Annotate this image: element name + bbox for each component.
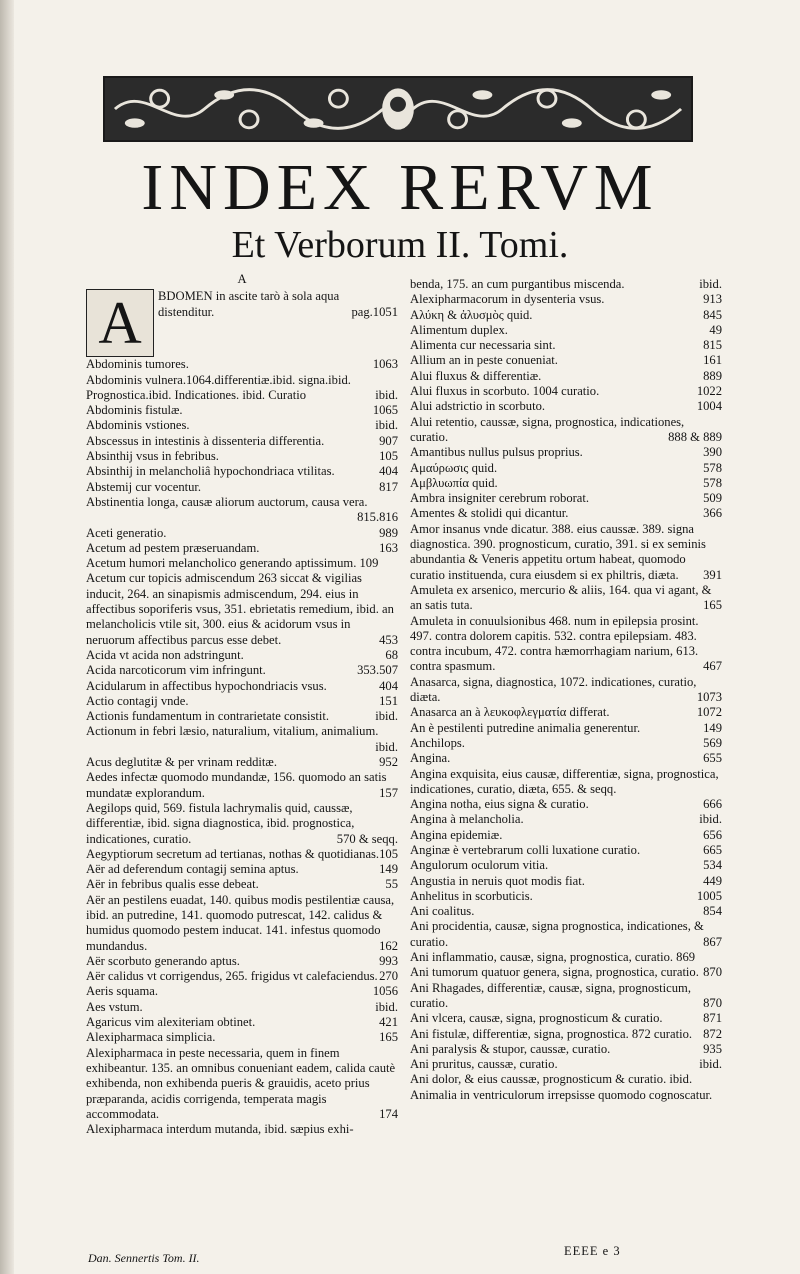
index-entry	[86, 1030, 398, 1045]
entry-text: Anasarca, signa, diagnostica, 1072. indicationes, curatio, diæta.	[410, 674, 697, 705]
entry-text: BDOMEN in ascite tarò à sola aqua distenditur.	[158, 289, 340, 319]
index-entry	[410, 353, 722, 368]
index-entry	[410, 981, 722, 1012]
dropcap: A	[86, 289, 154, 357]
entry-text: Ani vlcera, causæ, signa, prognosticum & curatio.	[410, 1011, 663, 1026]
entry-page-ref: 1073	[696, 690, 722, 705]
entry-page-ref: 467	[703, 659, 722, 674]
index-entry	[86, 679, 398, 694]
entry-text: Abstemij cur vocentur.	[86, 479, 202, 494]
entry-page-ref: 149	[703, 720, 722, 735]
entry-text: Aër scorbuto generando aptus.	[86, 953, 240, 968]
entry-text: Amuleta ex arsenico, mercurio & aliis, 164. qua vi agant, & an satis tuta.	[410, 582, 712, 613]
index-entry	[410, 1072, 722, 1087]
entry-page-ref: 1005	[696, 888, 722, 903]
entry-page-ref: 656	[703, 827, 722, 842]
entry-page-ref: 105	[379, 846, 398, 861]
index-entry	[86, 449, 398, 464]
index-entry	[86, 464, 398, 479]
page-title: INDEX RERVM	[141, 151, 659, 224]
entry-text: Acida vt acida non adstringunt.	[86, 647, 244, 662]
foliage-ornament-icon	[105, 78, 691, 140]
index-entry	[410, 904, 722, 919]
entry-page-ref: ibid.	[375, 999, 398, 1014]
index-entry	[86, 357, 398, 372]
entry-text: Ani pruritus, caussæ, curatio.	[410, 1057, 558, 1072]
entry-text: benda, 175. an cum purgantibus miscenda.	[410, 277, 625, 291]
entry-page-ref: 161	[703, 353, 722, 368]
entry-text: Ani inflammatio, causæ, signa, prognostica, curatio. 869	[410, 950, 696, 965]
entry-text: Allium an in peste conueniat.	[410, 353, 558, 368]
entry-page-ref: 404	[379, 464, 398, 479]
entry-page-ref: 870	[703, 965, 722, 980]
entry-text: Aceti generatio.	[86, 525, 167, 540]
index-entry	[410, 965, 722, 980]
entry-text: Aeris squama.	[86, 984, 159, 999]
index-entry	[410, 415, 722, 446]
index-entry	[86, 495, 398, 526]
entry-text: Angina exquisita, eius causæ, differentiæ, signa, prognostica, indicationes, curatio, diæta, 655. & seqq.	[410, 766, 719, 796]
index-entry	[86, 801, 398, 847]
entry-text: Ani procidentia, causæ, signa prognostica, indicationes, & curatio.	[410, 919, 704, 949]
entry-page-ref: 353.507	[357, 663, 398, 678]
entry-text: Amentes & stolidi qui dicantur.	[410, 506, 569, 521]
entry-text: Aër ad deferendum contagij semina aptus.	[86, 862, 299, 877]
entry-page-ref: 1022	[696, 384, 722, 399]
entry-text: Aedes infectæ quomodo mundandæ, 156. quomodo an satis mundatæ explorandum.	[86, 770, 387, 800]
entry-page-ref: 817	[379, 479, 398, 494]
index-entry	[410, 445, 722, 460]
entry-page-ref: 366	[703, 506, 722, 521]
entry-page-ref: 449	[703, 873, 722, 888]
index-entry	[410, 950, 722, 965]
index-entry	[86, 571, 398, 647]
entry-text: Angulorum oculorum vitia.	[410, 858, 549, 873]
index-entry	[410, 858, 722, 873]
entry-text: Aegilops quid, 569. fistula lachrymalis quid, caussæ, differentiæ, ibid. signa diagnostica, ibid. prognostica, indicationes, curatio.	[86, 800, 355, 846]
entry-page-ref: 162	[379, 938, 398, 953]
entry-page-ref: 665	[703, 842, 722, 857]
entry-text: Alimenta cur necessaria sint.	[410, 338, 556, 353]
entry-page-ref: 1004	[696, 399, 722, 414]
index-entry	[410, 614, 722, 675]
index-entry	[86, 847, 398, 862]
entry-text: Aër in febribus qualis esse debeat.	[86, 877, 259, 892]
index-entry	[86, 556, 398, 571]
entry-text: Ani coalitus.	[410, 904, 475, 919]
index-entry	[86, 724, 398, 755]
entry-page-ref: 854	[703, 904, 722, 919]
entry-page-ref: 151	[379, 693, 398, 708]
index-entry	[410, 323, 722, 338]
index-entry	[410, 1057, 722, 1072]
index-entry	[410, 522, 722, 583]
entry-page-ref: 952	[379, 755, 398, 770]
entry-text: Actionis fundamentum in contrarietate consistit.	[86, 709, 330, 724]
entry-page-ref: 578	[703, 475, 722, 490]
page-subtitle: Et Verborum II. Tomi.	[231, 224, 569, 266]
entry-page-ref: 391	[703, 567, 722, 582]
entry-page-ref: 913	[703, 292, 722, 307]
entry-text: Amuleta in conuulsionibus 468. num in epilepsia prosint. 497. contra dolorem capitis. 532. contra epilepsiam. 483. contra incubum, 472. contra hæmorrhagiam narium, 613. contra spasmum.	[410, 613, 699, 674]
index-entry	[86, 770, 398, 801]
entry-text: Acetum ad pestem præseruandam.	[86, 540, 260, 555]
index-entry	[410, 308, 722, 323]
entry-page-ref: 989	[379, 525, 398, 540]
entry-text: Abdominis tumores.	[86, 357, 189, 372]
entry-text: Αμβλυωπία quid.	[410, 475, 498, 490]
entry-text: Animalia in ventriculorum irrepsisse quomodo cognoscatur.	[410, 1087, 713, 1102]
entry-text: Αμαύρωσις quid.	[410, 460, 498, 475]
entry-page-ref: 165	[379, 1030, 398, 1045]
entry-page-ref: 1056	[372, 984, 398, 999]
index-entry	[86, 755, 398, 770]
index-entry	[410, 812, 722, 827]
index-entry	[86, 541, 398, 556]
index-entry	[410, 292, 722, 307]
entry-page-ref: 935	[703, 1041, 722, 1056]
index-entry	[86, 403, 398, 418]
index-entry	[410, 384, 722, 399]
index-entry	[410, 797, 722, 812]
entry-text: Acetum cur topicis admiscendum 263 siccat & vigilias inducit, 264. an sinapismis admiscendum, 294. eius in affectibus soporiferis vsus, 351. ebrietatis remedium, ibid. an melancholicis vtile sit, 300. eius & acidorum vsus in neruorum affectibus parcus esse debet.	[86, 571, 394, 647]
index-entry	[86, 418, 398, 433]
entry-text: Abstinentia longa, causæ aliorum auctorum, causa vera.	[86, 494, 368, 509]
index-entry	[410, 675, 722, 706]
index-entry	[410, 828, 722, 843]
index-entry	[410, 736, 722, 751]
left-column	[86, 272, 398, 1137]
section-letter: A	[237, 272, 247, 286]
entry-page-ref: 1072	[696, 705, 722, 720]
index-entry	[410, 277, 722, 292]
entry-text: Abdominis vstiones.	[86, 418, 190, 433]
entry-text: Actionum in febri læsio, naturalium, vitalium, animalium.	[86, 724, 379, 739]
index-entry	[410, 506, 722, 521]
right-entry-list	[410, 277, 722, 1103]
entry-page-ref: ibid.	[699, 277, 722, 291]
entry-page-ref: ibid.	[375, 418, 398, 433]
index-entry	[410, 1042, 722, 1057]
entry-page-ref: 888 & 889	[668, 429, 722, 444]
entry-page-ref: 872	[703, 1026, 722, 1041]
index-entry	[410, 1027, 722, 1042]
entry-text: Alui fluxus & differentiæ.	[410, 368, 542, 383]
index-entry	[410, 461, 722, 476]
entry-text: Abscessus in intestinis à dissenteria differentia.	[86, 433, 325, 448]
index-entry	[410, 1011, 722, 1026]
index-entry	[86, 434, 398, 449]
entry-page-ref: ibid.	[699, 812, 722, 827]
entry-page-ref: 1063	[372, 357, 398, 372]
entry-text: An è pestilenti putredine animalia generentur.	[410, 720, 641, 735]
entry-page-ref: 453	[379, 632, 398, 647]
entry-text: Amantibus nullus pulsus proprius.	[410, 445, 583, 460]
index-entry	[86, 984, 398, 999]
entry-page-ref: 1065	[372, 403, 398, 418]
entry-text: Acidularum in affectibus hypochondriacis vsus.	[86, 678, 327, 693]
index-entry	[410, 583, 722, 614]
entry-text: Ani dolor, & eius caussæ, prognosticum & curatio. ibid.	[410, 1072, 693, 1087]
entry-page-ref: ibid.	[699, 1057, 722, 1072]
index-entry	[410, 338, 722, 353]
entry-page-ref: 163	[379, 540, 398, 555]
entry-page-ref: ibid.	[375, 387, 398, 402]
left-entry-list	[86, 289, 398, 1137]
index-entry	[410, 751, 722, 766]
entry-page-ref: 815	[703, 338, 722, 353]
index-entry	[410, 874, 722, 889]
entry-page-ref: 149	[379, 862, 398, 877]
index-entry	[410, 889, 722, 904]
entry-text: Ambra insigniter cerebrum roborat.	[410, 491, 590, 506]
entry-page-ref: 174	[379, 1106, 398, 1121]
entry-page-ref: 871	[703, 1011, 722, 1026]
entry-text: Alui retentio, caussæ, signa, prognostica, indicationes, curatio.	[410, 414, 685, 444]
entry-text: Alexipharmaca simplicia.	[86, 1030, 216, 1045]
index-entry	[86, 954, 398, 969]
entry-text: Alui adstrictio in scorbuto.	[410, 399, 546, 414]
entry-text: Acida narcoticorum vim infringunt.	[86, 663, 266, 678]
footer-signature: Dan. Sennertis Tom. II.	[88, 1251, 200, 1265]
entry-page-ref: pag.1051	[351, 304, 398, 319]
index-entry	[86, 1046, 398, 1122]
entry-page-ref: 105	[379, 449, 398, 464]
entry-text: Aër calidus vt corrigendus, 265. frigidus vt calefaciendus.	[86, 969, 378, 984]
entry-text: Abdominis fistulæ.	[86, 403, 183, 418]
entry-text: Alexipharmacorum in dysenteria vsus.	[410, 292, 605, 307]
entry-page-ref: 889	[703, 368, 722, 383]
entry-page-ref: 870	[703, 995, 722, 1010]
index-entry	[410, 399, 722, 414]
entry-page-ref: 570 & seqq.	[336, 831, 398, 846]
index-entry	[410, 369, 722, 384]
right-column	[410, 277, 722, 1103]
entry-page-ref: 993	[379, 953, 398, 968]
index-entry	[86, 969, 398, 984]
entry-page-ref: 907	[379, 433, 398, 448]
index-entry	[86, 893, 398, 954]
index-entry	[86, 663, 398, 678]
entry-text: Acetum humori melancholico generando aptissimum. 109	[86, 556, 379, 571]
entry-text: Angina.	[410, 751, 451, 766]
index-entry	[86, 862, 398, 877]
entry-text: Aegyptiorum secretum ad tertianas, nothas & quotidianas.	[86, 846, 380, 861]
index-entry	[86, 877, 398, 892]
index-entry	[410, 721, 722, 736]
entry-text: Ani paralysis & stupor, caussæ, curatio.	[410, 1041, 611, 1056]
index-entry	[86, 694, 398, 709]
entry-text: Alimentum duplex.	[410, 322, 508, 337]
entry-page-ref: 270	[379, 969, 398, 984]
entry-text: Αλύκη & ἀλυσμὸς quid.	[410, 307, 533, 322]
index-entry	[86, 709, 398, 724]
entry-text: Acus deglutitæ & per vrinam redditæ.	[86, 755, 277, 770]
entry-page-ref: 867	[703, 934, 722, 949]
entry-page-ref: 68	[385, 647, 398, 662]
ornamental-banner	[103, 76, 693, 142]
entry-text: Agaricus vim alexiteriam obtinet.	[86, 1015, 256, 1030]
entry-text: Alexipharmaca in peste necessaria, quem in finem exhibeantur. 135. an omnibus conueniant eadem, calida cautè exhibenda, non exhibenda pueris & grauidis, aceto prius præparanda, acidis corrigenda, temperata magis accommodata.	[86, 1045, 396, 1121]
index-entry	[410, 767, 722, 798]
entry-text: Anchilops.	[410, 735, 465, 750]
entry-text: Alexipharmaca interdum mutanda, ibid. sæpius exhi-	[86, 1122, 354, 1137]
index-entry	[410, 491, 722, 506]
entry-page-ref: 390	[703, 445, 722, 460]
entry-page-ref: 569	[703, 735, 722, 750]
entry-page-ref: 421	[379, 1015, 398, 1030]
entry-text: Anasarca an à λευκοφλεγματία differat.	[410, 705, 610, 720]
entry-text: Absinthij vsus in febribus.	[86, 449, 219, 464]
entry-text: Anhelitus in scorbuticis.	[410, 888, 533, 903]
index-entry	[410, 843, 722, 858]
entry-text: Angina notha, eius signa & curatio.	[410, 797, 589, 812]
index-entry	[86, 480, 398, 495]
entry-page-ref: ibid.	[375, 709, 398, 724]
index-entry	[86, 648, 398, 663]
entry-text: Ani tumorum quatuor genera, signa, prognostica, curatio.	[410, 965, 699, 980]
entry-text: Ani fistulæ, differentiæ, signa, prognostica. 872 curatio.	[410, 1026, 693, 1041]
index-entry	[410, 705, 722, 720]
entry-page-ref: 578	[703, 460, 722, 475]
entry-page-ref: ibid.	[375, 739, 398, 754]
entry-text: Anginæ è vertebrarum colli luxatione curatio.	[410, 842, 641, 857]
entry-text: Aër an pestilens euadat, 140. quibus modis pestilentiæ causa, ibid. an putredine, 141. quomodo putrescat, 142. calidus & humidus quomodo pestem inducat. 141. infestus quomodo mundandus.	[86, 892, 395, 953]
index-entry	[410, 1088, 722, 1103]
entry-text: Amor insanus vnde dicatur. 388. eius caussæ. 389. signa diagnostica. 390. prognosticum, curatio, 391. si ex seminis abundantia & Veneris appetitu ortum habeat, quomodo curatio instituenda, cura eiusdem si ex philtris, diæta.	[410, 521, 706, 582]
entry-text: Aes vstum.	[86, 999, 143, 1014]
index-entry	[86, 526, 398, 541]
index-entry	[410, 919, 722, 950]
entry-page-ref: 49	[709, 322, 722, 337]
entry-text: Angina à melancholia.	[410, 812, 524, 827]
entry-page-ref: 655	[703, 751, 722, 766]
entry-page-ref: 666	[703, 797, 722, 812]
entry-page-ref: 845	[703, 307, 722, 322]
entry-text: Angina epidemiæ.	[410, 827, 503, 842]
index-entry	[86, 1015, 398, 1030]
entry-text: Actio contagij vnde.	[86, 693, 189, 708]
entry-text: Absinthij in melancholiâ hypochondriaca vtilitas.	[86, 464, 335, 479]
entry-text: Ani Rhagades, differentiæ, causæ, signa, prognosticum, curatio.	[410, 980, 691, 1010]
entry-page-ref: 815.816	[357, 510, 398, 525]
page-gutter	[0, 0, 14, 1274]
index-entry	[86, 373, 398, 404]
entry-text: Alui fluxus in scorbuto. 1004 curatio.	[410, 384, 600, 399]
entry-page-ref: 165	[703, 598, 722, 613]
entry-page-ref: 534	[703, 858, 722, 873]
entry-text: Abdominis vulnera.1064.differentiæ.ibid. signa.ibid. Prognostica.ibid. Indicationes. ibid. Curatio	[86, 372, 351, 402]
entry-page-ref: 55	[385, 877, 398, 892]
index-entry	[410, 476, 722, 491]
entry-page-ref: 404	[379, 678, 398, 693]
index-entry	[86, 1122, 398, 1137]
entry-page-ref: 509	[703, 491, 722, 506]
index-entry	[86, 1000, 398, 1015]
entry-page-ref: 157	[379, 785, 398, 800]
signature-code: EEEE e 3	[564, 1244, 621, 1258]
entry-text: Angustia in neruis quot modis fiat.	[410, 873, 585, 888]
